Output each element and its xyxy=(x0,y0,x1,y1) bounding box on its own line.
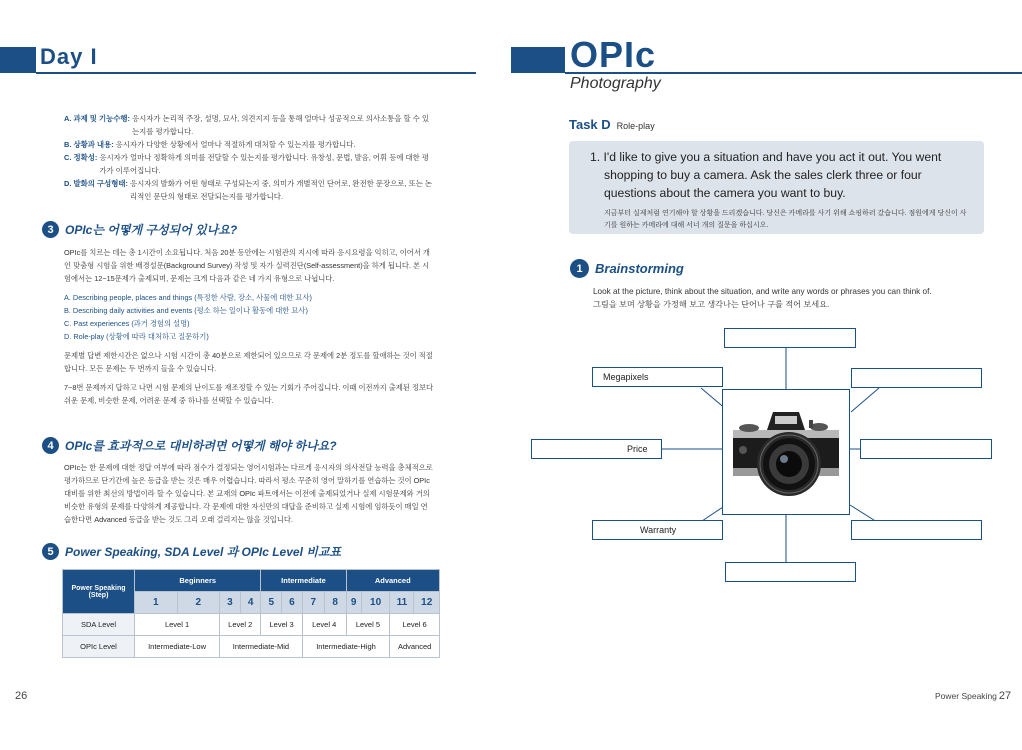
page-subtitle: Photography xyxy=(570,75,661,92)
table-cell: Level 6 xyxy=(390,614,440,636)
task-type: Role-play xyxy=(616,121,655,131)
section-title: OPIc를 효과적으로 대비하려면 어떻게 해야 하나요? xyxy=(65,439,337,453)
right-page xyxy=(511,0,1022,750)
table-cell: Level 5 xyxy=(346,614,390,636)
list-item: D. Role-play (상황에 따라 대처하고 질문하기) xyxy=(64,332,209,341)
section-4-heading xyxy=(42,437,337,454)
day-title: Day I xyxy=(40,44,98,69)
answer-box-right-middle[interactable] xyxy=(860,439,992,459)
section-4-body: OPIc는 한 문제에 대한 정답 여부에 따라 점수가 결정되는 영어시험과는 다르게 응시자의 의사전달 능력을 총체적으로 평가하므로 단기간에 높은 등급을 받는 것은 매우 어렵습니다. 따라서 평소 꾸준히 영어 말하기를 연습하는 것이 OPIc 대비를 위한 최선의 방법이라 할 수 있습니다. 본 교재의 OPIc 파트에서는 이전에 출제되었거나 실제 시험문제와 거의 비슷한 유형의 문제를 다양하게 제공합니다. 각 문제에 대한 자신만의 대답을 준비하고 실제 시험에 임하듯이 매일 연습한다면 Advanced 등급을 받는 것도 그리 오래 걸리지는 않을 것입니다. xyxy=(64,463,433,524)
page-number: 26 xyxy=(15,690,28,702)
step-cell: 3 xyxy=(220,592,241,614)
table-cell: Level 4 xyxy=(302,614,346,636)
task-label: Task D xyxy=(569,117,611,132)
step-cell: 2 xyxy=(177,592,220,614)
page-title: OPIc xyxy=(570,34,657,75)
table-cell: Advanced xyxy=(390,636,440,658)
step-cell: 1 xyxy=(135,592,178,614)
section-3-body: OPIc를 치르는 데는 총 1시간이 소요됩니다. 처음 20분 동안에는 시험관의 지시에 따라 응시요령을 익히고, 이어서 개인 맞춤형 시험을 위한 배경설문(Background Survey) 작성 및 자가 실력진단(Self-assessment)을 하게 됩니다. 본 시험에서는 12~15문제가 출제되며, 문제는 크게 다음과 같은 네 가지 유형으로 나뉩니다. A. Describing people, places and things (특정한 사람, 장소, 사물에 대한 묘사) B. Describing daily activities and events (평소 하는 일이나 활동에 대한 묘사) C. Past experiences (과거 경험의 설명) D. Role-play (상황에 따라 대처하고 질문하기) 문제별 답변 제한시간은 없으나 시험 시간이 총 40분으로 제한되어 있으므로 각 문제에 2분 정도를 할애하는 것이 적절합니다. 모든 문제는 두 번까지 들을 수 있습니다. 7~8번 문제까지 답하고 나면 시험 문제의 난이도를 재조정할 수 있는 기회가 주어집니다. 이때 이전까지 출제된 정보다 쉬운 문제, 비슷한 문제, 어려운 문제 중 하나를 선택할 수 있습니다. xyxy=(64,248,434,405)
answer-box-bottom[interactable] xyxy=(725,562,856,582)
group-header: Advanced xyxy=(346,570,439,592)
prompt-english: 1. I'd like to give you a situation and have you act it out. You went shopping to buy a camera. Ask the sales clerk three or four questions about the camera you want to buy. xyxy=(590,150,942,200)
level-comparison-table xyxy=(62,569,440,658)
section-title: OPIc는 어떻게 구성되어 있나요? xyxy=(65,223,238,237)
list-item: D. 발화의 구성형태: 응시자의 발화가 어떤 형태로 구성되는지 중, 의미가 개별적인 단어로, 완전한 문장으로, 또는 논리적인 문단의 형태로 전달되는지를 평가합니다. xyxy=(64,179,433,201)
page-number-footer: Power Speaking 27 xyxy=(935,690,1012,702)
step-cell: 10 xyxy=(361,592,389,614)
step-cell: 11 xyxy=(390,592,414,614)
table-cell: Intermediate-Low xyxy=(135,636,220,658)
answer-box-top[interactable] xyxy=(724,328,856,348)
header-rule xyxy=(36,72,476,74)
list-item: C. 정확성: 응시자가 얼마나 정확하게 의미를 전달할 수 있는지를 평가합니다. 유창성, 문법, 발음, 어휘 등에 대한 평가가 이루어집니다. xyxy=(64,153,430,175)
section-title: Power Speaking, SDA Level 과 OPIc Level 비교표 xyxy=(65,545,342,559)
prompt-korean: 지금부터 실제처럼 연기해야 할 상황을 드리겠습니다. 당신은 카메라를 사기 위해 쇼핑하러 갔습니다. 점원에게 당신이 사기를 원하는 카메라에 대해 서너 개의 질문을 하십시오. xyxy=(604,210,967,229)
step-cell: 6 xyxy=(282,592,303,614)
answer-box-price[interactable]: Price xyxy=(531,439,662,459)
section-3-heading xyxy=(42,221,237,238)
section-number: 3 xyxy=(42,221,59,238)
skills-list xyxy=(64,112,434,203)
answer-box-megapixels[interactable]: Megapixels xyxy=(592,367,723,387)
header-bar xyxy=(0,47,36,73)
table-cell: Intermediate-Mid xyxy=(220,636,303,658)
table-corner: Power Speaking (Step) xyxy=(63,570,135,614)
camera-icon xyxy=(723,390,849,514)
answer-box-right-bottom[interactable] xyxy=(851,520,982,540)
table-cell: Level 1 xyxy=(135,614,220,636)
camera-photo xyxy=(722,389,850,515)
brainstorm-instructions: Look at the picture, think about the situation, and write any words or phrases you can think of. 그림을 보며 상황을 가정해 보고 생각나는 단어나 구를 적어 보세요. xyxy=(593,287,932,309)
list-item: A. Describing people, places and things (특정한 사람, 장소, 사물에 대한 묘사) xyxy=(64,293,312,302)
section-5-heading xyxy=(42,543,341,560)
list-item: B. 상황과 내용: 응시자가 다양한 상황에서 얼마나 적절하게 대처할 수 있는지를 평가합니다. xyxy=(64,140,356,149)
section-title: Brainstorming xyxy=(595,261,684,276)
list-item: C. Past experiences (과거 경험의 설명) xyxy=(64,319,190,328)
section-number: 1 xyxy=(570,259,589,278)
group-header: Beginners xyxy=(135,570,261,592)
row-label: OPIc Level xyxy=(63,636,135,658)
list-item: A. 과제 및 기능수행: 응시자가 논리적 주장, 설명, 묘사, 의견지지 등을 통해 얼마나 성공적으로 의사소통을 할 수 있는지를 평가합니다. xyxy=(64,114,430,136)
table-cell: Level 3 xyxy=(261,614,302,636)
section-number: 4 xyxy=(42,437,59,454)
step-cell: 4 xyxy=(240,592,261,614)
step-cell: 12 xyxy=(414,592,440,614)
list-item: B. Describing daily activities and events (평소 하는 일이나 활동에 대한 묘사) xyxy=(64,306,308,315)
answer-box-warranty[interactable]: Warranty xyxy=(592,520,723,540)
table-cell: Level 2 xyxy=(220,614,261,636)
step-cell: 9 xyxy=(346,592,361,614)
step-cell: 5 xyxy=(261,592,282,614)
section-number: 5 xyxy=(42,543,59,560)
step-cell: 7 xyxy=(302,592,324,614)
table-cell: Intermediate-High xyxy=(302,636,390,658)
answer-box-right-top[interactable] xyxy=(851,368,982,388)
group-header: Intermediate xyxy=(261,570,346,592)
step-cell: 8 xyxy=(324,592,346,614)
question-types xyxy=(64,291,434,343)
row-label: SDA Level xyxy=(63,614,135,636)
